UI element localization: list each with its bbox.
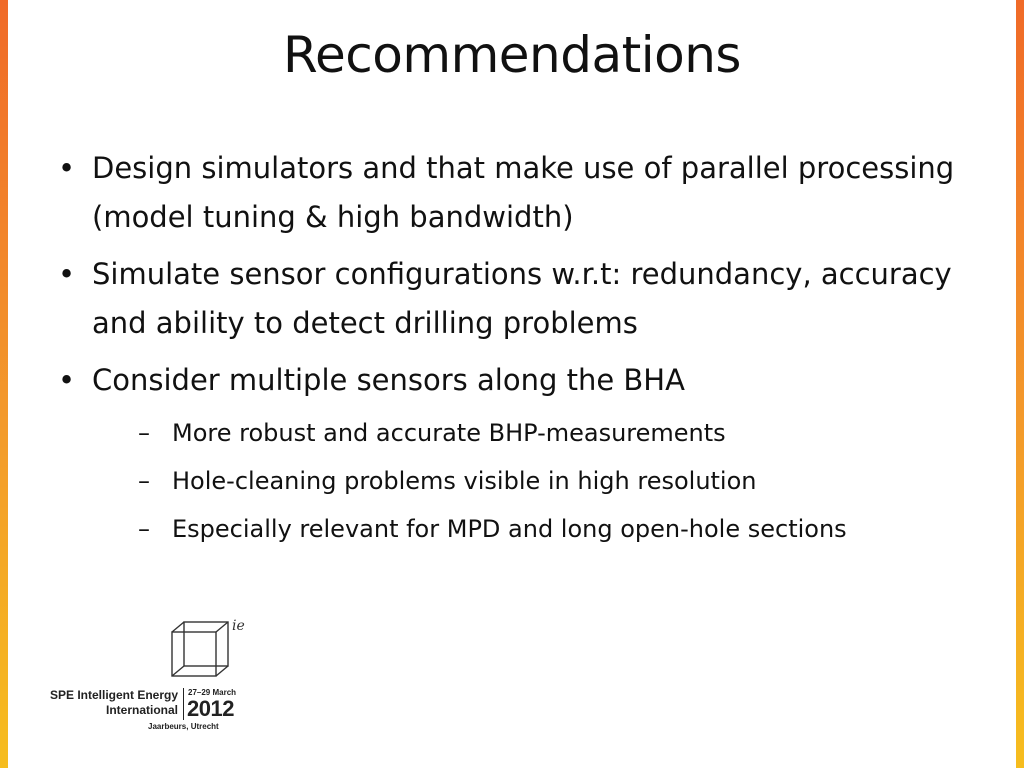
bullet-list bbox=[58, 144, 958, 557]
sub-bullet-item bbox=[138, 461, 958, 501]
logo-event-name bbox=[26, 688, 178, 718]
logo-venue: Jaarbeurs, Utrecht bbox=[148, 722, 219, 731]
slide-title: Recommendations bbox=[283, 26, 741, 84]
cube-icon bbox=[166, 618, 236, 680]
sub-bullet-marker: – bbox=[138, 515, 150, 543]
bullet-text: Simulate sensor configurations w.r.t: redundancy, accuracy and ability to detect drilling problems bbox=[92, 257, 952, 340]
event-logo bbox=[26, 618, 256, 738]
right-edge-stripe bbox=[1016, 0, 1024, 768]
sub-bullet-marker: – bbox=[138, 419, 150, 447]
bullet-item bbox=[58, 144, 958, 242]
sub-bullet-marker: – bbox=[138, 467, 150, 495]
sub-bullet-item bbox=[138, 413, 958, 453]
logo-dates: 27–29 March bbox=[188, 688, 237, 697]
bullet-text: Consider multiple sensors along the BHA bbox=[92, 363, 685, 397]
sub-bullet-text: Especially relevant for MPD and long open-hole sections bbox=[172, 515, 847, 543]
logo-ie-mark: ie bbox=[232, 618, 245, 634]
logo-name-line1: SPE Intelligent Energy bbox=[49, 688, 178, 702]
logo-divider bbox=[183, 688, 184, 720]
left-edge-stripe bbox=[0, 0, 8, 768]
sub-bullet-list bbox=[92, 413, 958, 549]
bullet-marker: • bbox=[58, 363, 76, 397]
bullet-marker: • bbox=[58, 257, 76, 291]
bullet-item bbox=[58, 356, 958, 549]
bullet-text: Design simulators and that make use of parallel processing (model tuning & high bandwidth) bbox=[92, 151, 955, 234]
sub-bullet-text: More robust and accurate BHP-measurements bbox=[172, 419, 726, 447]
sub-bullet-item bbox=[138, 509, 958, 549]
sub-bullet-text: Hole-cleaning problems visible in high resolution bbox=[172, 467, 757, 495]
logo-year: 2012 bbox=[187, 696, 234, 721]
bullet-marker: • bbox=[58, 151, 76, 185]
bullet-item bbox=[58, 250, 958, 348]
logo-name-line2: International bbox=[105, 703, 178, 717]
